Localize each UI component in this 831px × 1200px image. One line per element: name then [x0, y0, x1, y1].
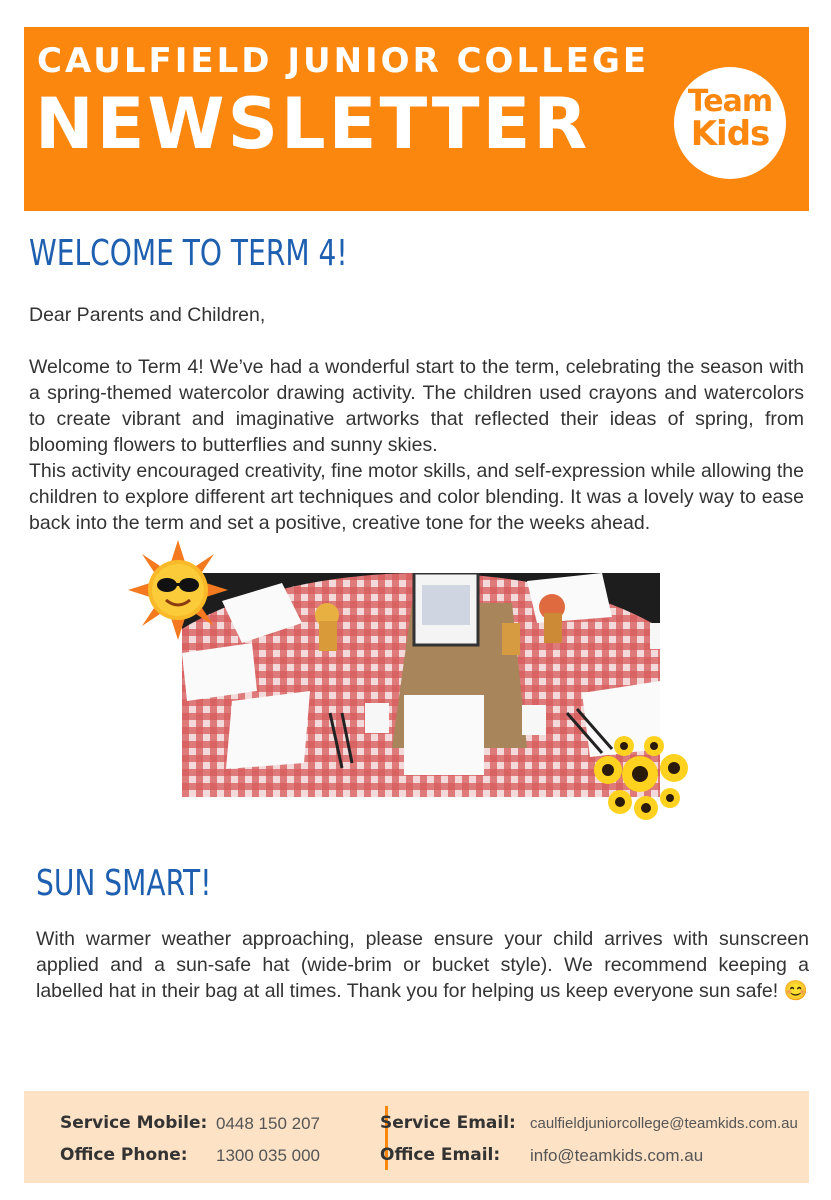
- office-phone-label: Office Phone:: [60, 1145, 188, 1165]
- school-name: CAULFIELD JUNIOR COLLEGE: [37, 41, 650, 81]
- logo-line-2: Kids: [690, 114, 770, 154]
- teamkids-logo: [674, 67, 786, 179]
- sunsmart-heading: SUN SMART!: [36, 863, 212, 904]
- service-email-value: caulfieldjuniorcollege@teamkids.com.au: [530, 1115, 798, 1132]
- newsletter-header: [24, 27, 809, 211]
- service-mobile-label: Service Mobile:: [60, 1113, 208, 1133]
- welcome-heading: WELCOME TO TERM 4!: [29, 233, 348, 274]
- welcome-paragraph-1: Welcome to Term 4! We’ve had a wonderful start to the term, celebrating the season with a spring-themed watercolor drawing activity. The children used crayons and watercolors to create vibrant and imaginative artworks that reflected their ideas of spring, from blooming flowers to butterflies and sunny skies.: [29, 356, 804, 456]
- logo-line-1: Team: [687, 84, 773, 119]
- office-phone-value: 1300 035 000: [216, 1146, 320, 1165]
- sunsmart-paragraph: With warmer weather approaching, please ensure your child arrives with sunscreen applied and a sun-safe hat (wide-brim or bucket style). We recommend keeping a labelled hat in their bag at all times. Thank you for helping us keep everyone sun safe! 😊: [36, 928, 809, 1002]
- salutation: Dear Parents and Children,: [29, 304, 266, 326]
- sun-sunglasses-icon: [128, 540, 228, 640]
- office-email-value: info@teamkids.com.au: [530, 1146, 704, 1165]
- contact-footer: [24, 1091, 809, 1183]
- newsletter-title: NEWSLETTER: [35, 83, 591, 165]
- service-mobile-value: 0448 150 207: [216, 1114, 320, 1133]
- welcome-paragraph-2: This activity encouraged creativity, fine motor skills, and self-expression while allowing the children to explore different art techniques and color blending. It was a lovely way to ease back into the term and set a positive, creative tone for the weeks ahead.: [29, 460, 804, 534]
- sunflower-cluster-icon: [588, 734, 692, 824]
- office-email-label: Office Email:: [380, 1145, 501, 1165]
- service-email-label: Service Email:: [380, 1113, 516, 1133]
